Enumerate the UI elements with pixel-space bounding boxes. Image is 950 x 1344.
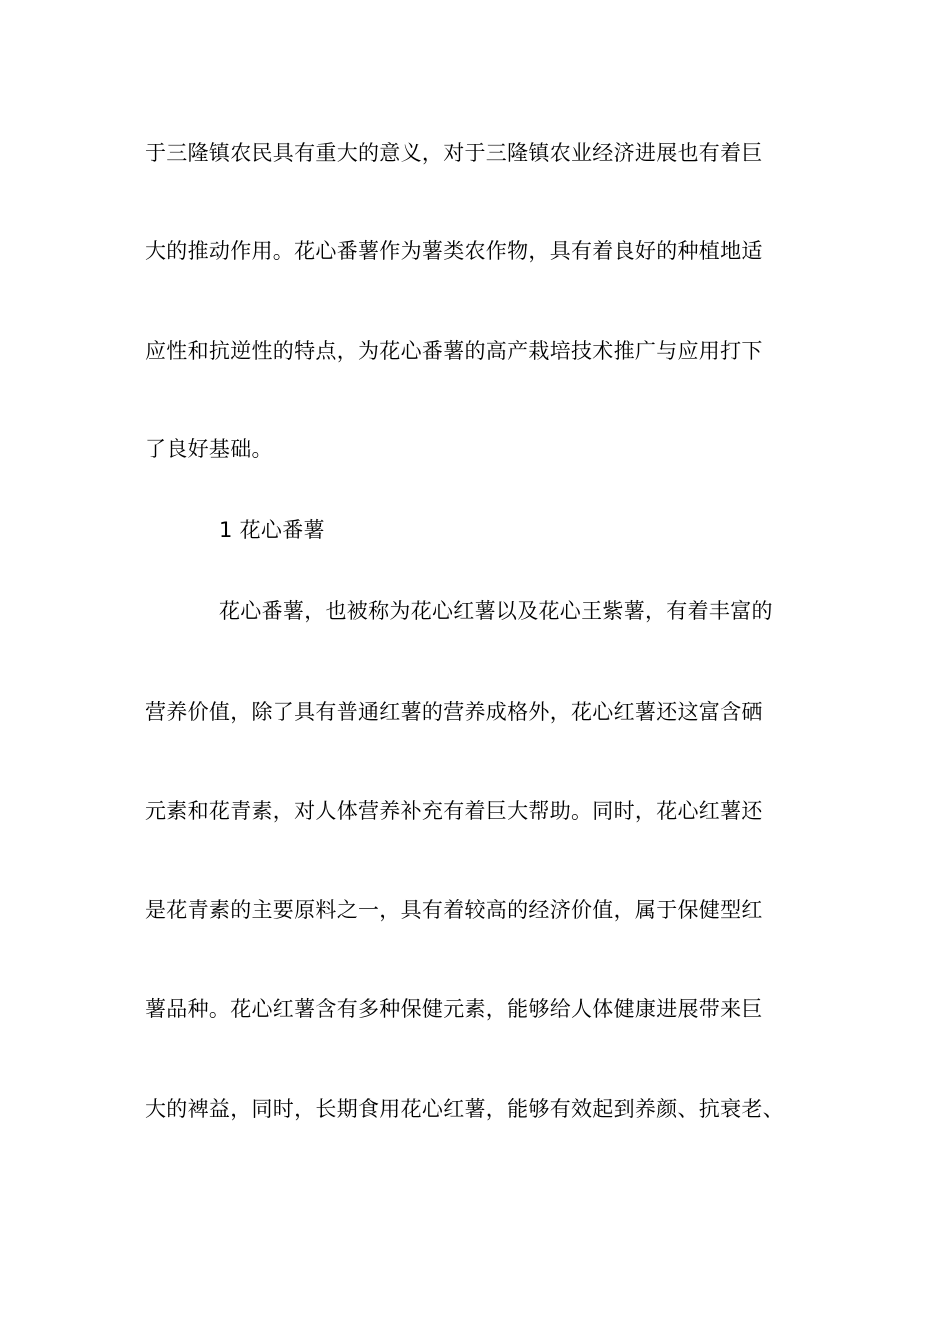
paragraph-line: 应性和抗逆性的特点，为花心番薯的高产栽培技术推广与应用打下 [145,339,763,363]
paragraph-line: 营养价值，除了具有普通红薯的营养成格外，花心红薯还这富含硒 [145,700,763,724]
paragraph-line: 薯品种。花心红薯含有多种保健元素，能够给人体健康进展带来巨 [145,997,763,1021]
paragraph-line: 大的裨益，同时，长期食用花心红薯，能够有效起到养颜、抗衰老、 [145,1097,784,1121]
paragraph-line: 大的推动作用。花心番薯作为薯类农作物，具有着良好的种植地适 [145,239,763,263]
paragraph-line: 花心番薯，也被称为花心红薯以及花心王紫薯，有着丰富的 [219,599,773,623]
paragraph-line: 是花青素的主要原料之一，具有着较高的经济价值，属于保健型红 [145,898,763,922]
paragraph-line: 于三隆镇农民具有重大的意义，对于三隆镇农业经济进展也有着巨 [145,141,763,165]
section-heading: 1 花心番薯 [219,518,325,542]
paragraph-line: 元素和花青素，对人体营养补充有着巨大帮助。同时，花心红薯还 [145,799,763,823]
paragraph-line: 了良好基础。 [145,437,273,461]
